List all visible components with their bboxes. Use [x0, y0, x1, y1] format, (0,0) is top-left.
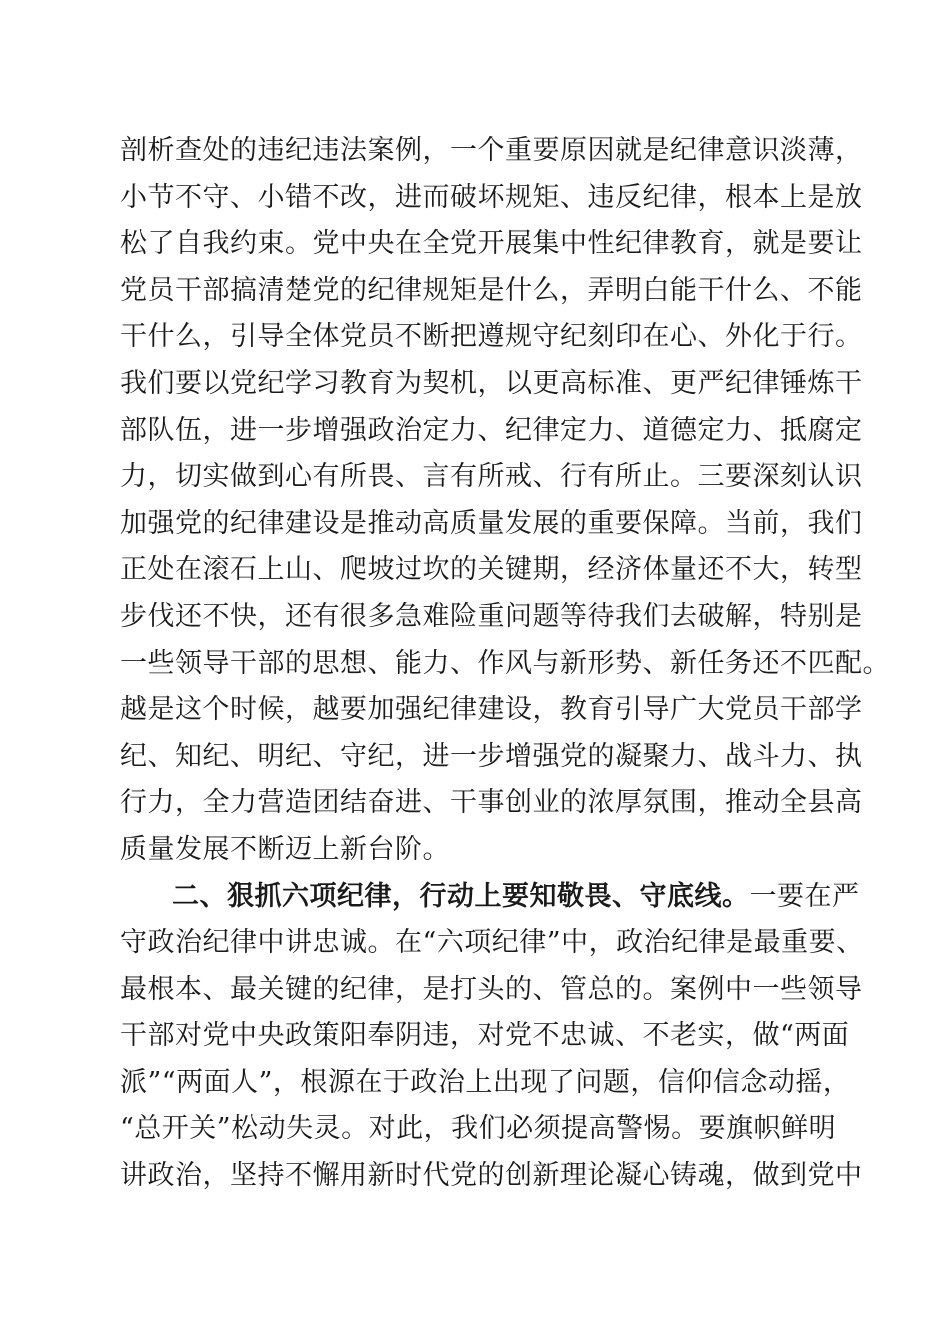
- text-line: 干部对党中央政策阳奉阴违，对党不忠诚、不老实，做“两面: [120, 1020, 850, 1052]
- text-line: 部队伍，进一步增强政治定力、纪律定力、道德定力、抵腐定: [120, 414, 863, 446]
- text-line: 纪、知纪、明纪、守纪，进一步增强党的凝聚力、战斗力、执: [120, 740, 863, 772]
- text-line: 党员干部搞清楚党的纪律规矩是什么，弄明白能干什么、不能: [120, 274, 863, 306]
- text-line: 派”“两面人”，根源在于政治上出现了问题，信仰信念动摇，: [120, 1066, 851, 1098]
- text-line: 守政治纪律中讲忠诚。在“六项纪律”中，政治纪律是最重要、: [120, 927, 864, 959]
- text-line: 我们要以党纪学习教育为契机，以更高标准、更严纪律锤炼干: [120, 367, 863, 399]
- text-line: 加强党的纪律建设是推动高质量发展的重要保障。当前，我们: [120, 507, 863, 539]
- text-line: 步伐还不快，还有很多急难险重问题等待我们去破解，特别是: [120, 600, 863, 632]
- section-heading-line: [120, 874, 860, 921]
- text-line: 剖析查处的违纪违法案例，一个重要原因就是纪律意识淡薄，: [120, 135, 863, 166]
- text-line: 力，切实做到心有所畏、言有所戒、行有所止。三要深刻认识: [120, 461, 863, 493]
- text-line: 行力，全力营造团结奋进、干事创业的浓厚氛围，推动全县高: [120, 787, 863, 819]
- section-heading: 二、狠抓六项纪律，行动上要知敬畏、守底线。: [172, 880, 750, 912]
- text-line: 最根本、最关键的纪律，是打头的、管总的。案例中一些领导: [120, 973, 863, 1005]
- text-line: 正处在滚石上山、爬坡过坎的关键期，经济体量还不大，转型: [120, 554, 863, 586]
- text-line: 越是这个时候，越要加强纪律建设，教育引导广大党员干部学: [120, 694, 863, 726]
- text-line: 小节不守、小错不改，进而破坏规矩、违反纪律，根本上是放: [120, 181, 863, 213]
- body-text: [120, 128, 890, 1200]
- text-line: 一些领导干部的思想、能力、作风与新形势、新任务还不匹配。: [120, 647, 890, 679]
- text-line: 干什么，引导全体党员不断把遵规守纪刻印在心、外化于行。: [120, 321, 863, 353]
- text-line: 松了自我约束。党中央在全党开展集中性纪律教育，就是要让: [120, 228, 863, 260]
- text-line: 质量发展不断迈上新台阶。: [120, 833, 450, 865]
- section-text-start: 一要在严: [749, 880, 860, 912]
- text-line: “总开关”松动失灵。对此，我们必须提高警惕。要旗帜鲜明: [120, 1113, 837, 1145]
- text-line: 讲政治，坚持不懈用新时代党的创新理论凝心铸魂，做到党中: [120, 1160, 863, 1192]
